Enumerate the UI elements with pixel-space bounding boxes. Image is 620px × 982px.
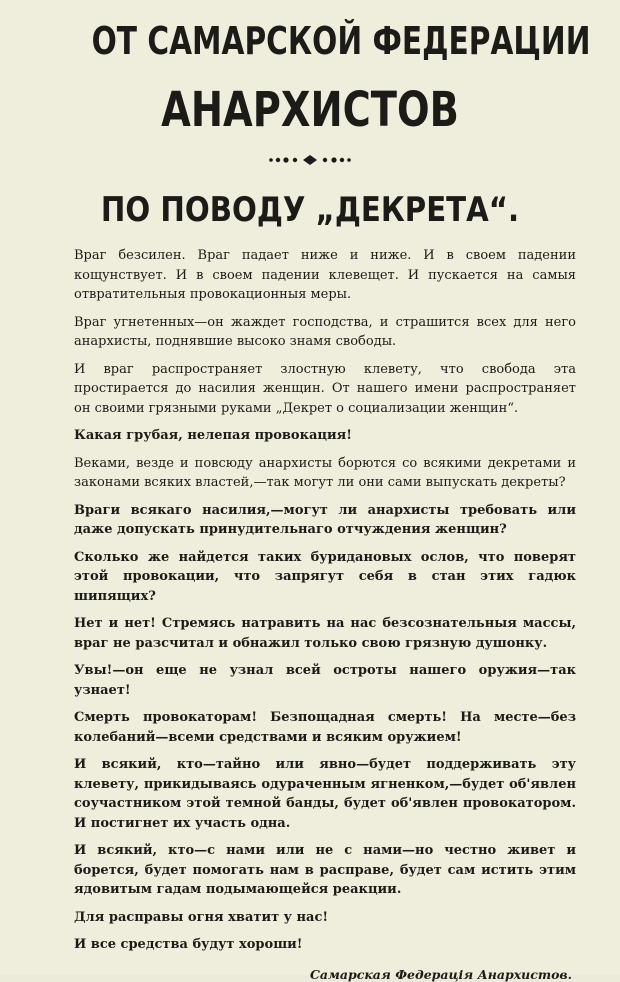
paragraph-9: Увы!—он еще не узнал всей остроты нашего оружия—так узнает! <box>74 663 576 698</box>
paragraph-1: Враг безсилен. Враг падает ниже и ниже. И в своем падении кощунствует. И в своем падении клевещет. И пускается на самыя отвратительныя провокационныя меры. <box>74 248 576 302</box>
paragraph-4: Какая грубая, нелепая провокация! <box>74 428 352 443</box>
ornament-divider <box>30 152 590 172</box>
paragraph-8: Нет и нет! Стремясь натравить на нас безсознательныя массы, враг не разсчитал и обнажил только свою грязную душонку. <box>74 616 576 651</box>
paragraph-7: Сколько же найдется таких буридановых ослов, что поверят этой провокации, что запрягут себя в стан этих гадюк шипящих? <box>74 549 576 604</box>
signature: Самарская Федерація Анархистов. <box>309 966 572 982</box>
paragraph-11: И всякий, кто—тайно или явно—будет поддерживать эту клевету, прикидываясь одураченным ягненком,—будет об'явлен соучастником этой темной банды, будет об'явлен провокатором. И постигнет их участь одна. <box>74 757 576 831</box>
paragraph-14: И все средства будут хороши! <box>74 937 303 952</box>
ornament-icon <box>267 153 353 167</box>
paragraph-5: Веками, везде и повсюду анархисты борются со всякими декретами и законами всяких властей,—так могут ли они сами выпускать декреты? <box>74 455 576 490</box>
body-text <box>30 246 590 955</box>
paragraph-6: Враги всякаго насилия,—могут ли анархисты требовать или даже допускать принудительнаго отчуждения женщин? <box>74 502 576 537</box>
header-line-2: АНАРХИСТОВ <box>161 82 459 138</box>
paragraph-10: Смерть провокаторам! Безпощадная смерть! На месте—без колебаний—всеми средствами и всяким оружием! <box>74 710 576 745</box>
page-title: ПО ПОВОДУ „ДЕКРЕТА“. <box>100 190 520 230</box>
header-line-1: ОТ САМАРСКОЙ ФЕДЕРАЦИИ <box>91 19 591 63</box>
paragraph-12: И всякий, кто—с нами или не с нами—но честно живет и борется, будет помогать нам в расправе, будет сам истить этим ядовитым гадам подымающейся реакции. <box>74 843 576 897</box>
paragraph-2: Враг угнетенных—он жаждет господства, и страшится всех для него анархисты, поднявшие высоко знамя свободы. <box>74 314 576 349</box>
paragraph-13: Для расправы огня хватит у нас! <box>74 909 329 925</box>
paragraph-3: И враг распространяет злостную клевету, что свобода эта простирается до насилия женщин. От нашего имени распространяет он своими грязными руками „Декрет о социализации женщин“. <box>74 361 576 416</box>
